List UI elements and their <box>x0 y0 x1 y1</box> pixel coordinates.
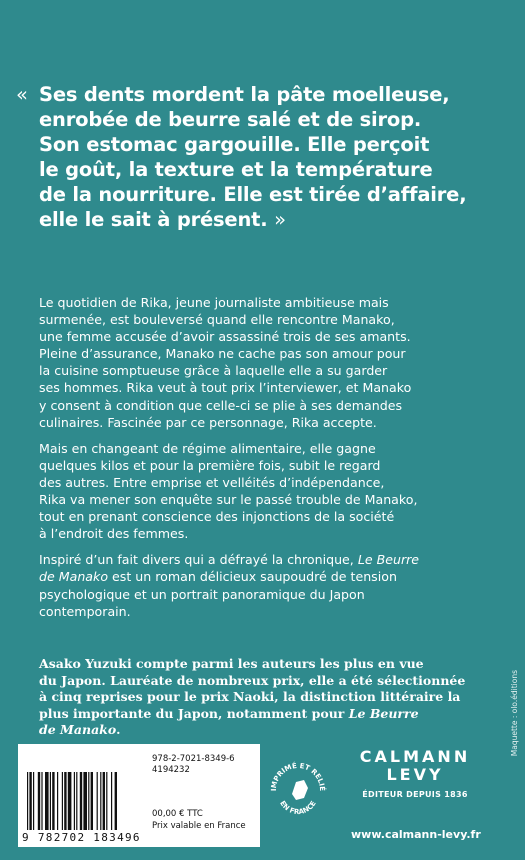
quote-open-mark: « <box>16 83 28 106</box>
bio-line <box>39 722 499 739</box>
synopsis-text: Inspiré d’un fait divers qui a défrayé la chronique, <box>39 552 358 568</box>
synopsis-line: Pleine d’assurance, Manako ne cache pas son amour pour <box>39 346 406 362</box>
synopsis-line: ses hommes. Rika veut à tout prix l’interviewer, et Manako <box>39 380 412 396</box>
bio-line <box>39 706 499 723</box>
synopsis <box>39 294 489 629</box>
publisher-name-line-1: CALMANN <box>359 747 471 766</box>
printed-in-france-stamp <box>266 758 330 822</box>
synopsis-line <box>39 568 489 585</box>
quote-line: enrobée de beurre salé et de sirop. <box>39 108 422 131</box>
book-title: de Manako <box>39 722 117 738</box>
bio-line: Asako Yuzuki compte parmi les auteurs les plus en vue <box>39 656 424 671</box>
publisher-logo <box>350 748 480 799</box>
barcode-bar <box>100 772 101 830</box>
barcode-bar <box>111 772 112 830</box>
barcode-bar <box>45 772 49 830</box>
barcode-bar <box>38 772 40 830</box>
synopsis-paragraph-1 <box>39 294 489 431</box>
barcode-bar <box>64 772 66 830</box>
isbn-block <box>152 754 235 776</box>
barcode-bar <box>115 772 117 830</box>
synopsis-line: la cuisine somptueuse grâce à laquelle elle a su garder <box>39 363 388 379</box>
barcode-bar <box>106 772 107 830</box>
barcode-bar <box>80 772 82 830</box>
synopsis-paragraph-3 <box>39 551 489 619</box>
book-title: de Manako <box>39 569 109 585</box>
barcode-bar <box>41 772 42 830</box>
barcode-bar <box>83 772 87 830</box>
barcode-digits: 9 782702 183496 <box>22 831 141 844</box>
book-title: Le Beurre <box>348 705 419 721</box>
synopsis-line <box>39 551 489 568</box>
barcode-bar <box>91 772 93 830</box>
isbn-number: 978-2-7021-8349-6 <box>152 754 235 764</box>
publisher-name-line-2: LEVY <box>386 765 444 784</box>
barcode-bar <box>97 772 98 830</box>
bio-line: à cinq reprises pour le prix Naoki, la distinction littéraire la <box>39 689 461 705</box>
product-code: 4194232 <box>152 765 190 775</box>
barcode-bar <box>62 772 63 830</box>
quote-line: de la nourriture. Elle est tirée d’affaire, <box>39 183 467 206</box>
synopsis-line: y consent à condition que celle-ci se plie à ses demandes <box>39 397 403 413</box>
quote-line: Ses dents mordent la pâte moelleuse, <box>39 83 450 106</box>
france-map-icon <box>292 780 308 800</box>
barcode-bar <box>88 772 89 830</box>
price-note: Prix valable en France <box>152 821 246 831</box>
synopsis-line: Le quotidien de Rika, jeune journaliste ambitieuse mais <box>39 295 389 310</box>
quote-close-mark: » <box>274 208 286 231</box>
bio-line: du Japon. Lauréate de nombreux prix, elle a été sélectionnée <box>39 672 466 688</box>
design-credit: Maquette : olo.éditions <box>510 669 519 756</box>
synopsis-line: des autres. Entre emprise et velléités d’indépendance, <box>39 474 385 490</box>
author-bio <box>39 656 499 739</box>
quote-last-line <box>39 207 479 232</box>
barcode-bar <box>57 772 58 830</box>
synopsis-line: Rika va mener son enquête sur le passé trouble de Manako, <box>39 492 418 508</box>
publisher-website: www.calmann-levy.fr <box>351 828 481 841</box>
barcode-bar <box>74 772 75 830</box>
barcode-bar <box>103 772 105 830</box>
barcode-bar <box>50 772 51 830</box>
barcode-bar <box>52 772 54 830</box>
synopsis-line: Mais en changeant de régime alimentaire, elle gagne <box>39 440 376 456</box>
synopsis-line: à l’endroit des femmes. <box>39 526 189 542</box>
publisher-tagline: ÉDITEUR DEPUIS 1836 <box>362 790 468 799</box>
book-title: Le Beurre <box>357 552 420 568</box>
barcode-panel <box>18 744 260 847</box>
synopsis-line: contemporain. <box>39 603 131 619</box>
quote-line: le goût, la texture et la température <box>39 158 433 181</box>
synopsis-paragraph-2 <box>39 440 489 543</box>
price-block <box>152 808 246 832</box>
price: 00,00 € TTC <box>152 809 203 819</box>
pull-quote <box>16 82 479 232</box>
barcode-bar <box>33 772 34 830</box>
barcode-bar <box>68 772 72 830</box>
stamp-bottom-text: EN FRANCE <box>278 799 318 817</box>
synopsis-text: est un roman délicieux saupoudré de tension <box>108 569 397 585</box>
barcode <box>25 772 145 830</box>
synopsis-line: quelques kilos et pour la première fois, subit le regard <box>39 457 381 473</box>
barcode-bar <box>29 772 31 830</box>
quote-line: elle le sait à présent. <box>39 208 268 231</box>
bio-text: . <box>116 722 121 738</box>
stamp-top-text: IMPRIMÉ ET RELIÉ <box>269 761 327 792</box>
synopsis-line: surmenée, est bouleversé quand elle rencontre Manako, <box>39 312 395 328</box>
synopsis-line: culinaires. Fascinée par ce personnage, Rika accepte. <box>39 414 377 430</box>
quote-line: Son estomac gargouille. Elle perçoit <box>39 133 430 156</box>
synopsis-line: tout en prenant conscience des injonctions de la société <box>39 509 395 525</box>
barcode-bar <box>27 772 28 830</box>
bio-text: plus importante du Japon, notamment pour <box>39 705 349 721</box>
synopsis-line: psychologique et un portrait panoramique du Japon <box>39 586 365 602</box>
barcode-bar <box>76 772 77 830</box>
synopsis-line: une femme accusée d’avoir assassiné trois de ses amants. <box>39 329 411 345</box>
